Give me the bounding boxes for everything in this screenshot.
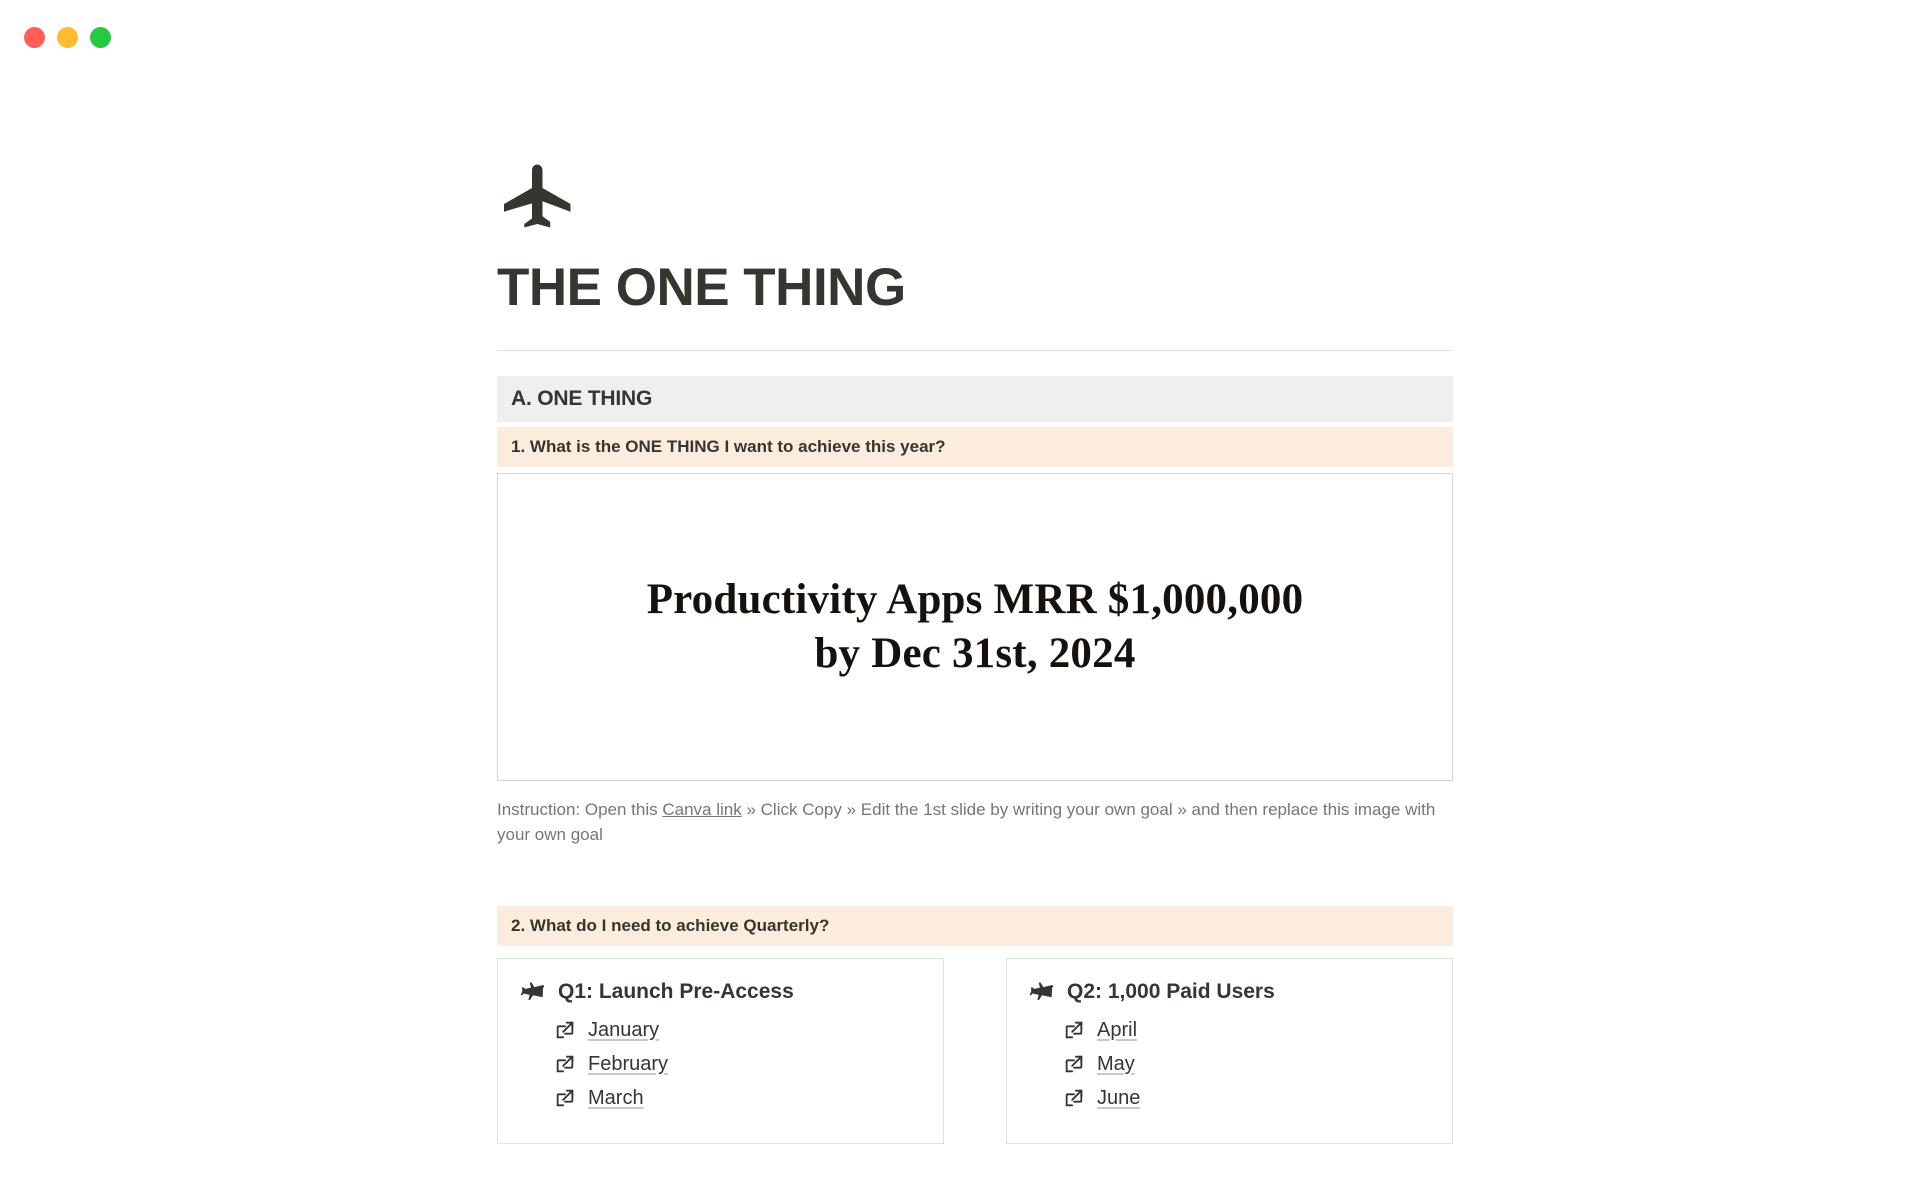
list-item[interactable] — [1063, 1087, 1430, 1110]
quarter-q2-month-list — [1029, 1019, 1430, 1110]
list-item[interactable] — [554, 1053, 921, 1076]
goal-image-card[interactable] — [497, 473, 1453, 781]
edit-pencil-icon — [554, 1019, 576, 1041]
traffic-lights — [24, 27, 111, 48]
month-label[interactable]: March — [588, 1086, 644, 1109]
minimize-window-button[interactable] — [57, 27, 78, 48]
quarter-card-q2 — [1006, 958, 1453, 1144]
maximize-window-button[interactable] — [90, 27, 111, 48]
quarter-card-q2-header — [1029, 979, 1430, 1005]
airplane-icon — [520, 979, 546, 1005]
instruction-suffix: » Click Copy » Edit the 1st slide by writing your own goal » and then replace this image with your own goal — [497, 799, 1436, 845]
quarter-title: Q1: Launch Pre-Access — [558, 979, 794, 1003]
list-item[interactable] — [554, 1087, 921, 1110]
window-title-bar — [0, 0, 1920, 74]
list-item[interactable] — [1063, 1053, 1430, 1076]
question-1-label: 1. What is the ONE THING I want to achieve this year? — [497, 427, 1453, 467]
month-label[interactable]: June — [1097, 1086, 1141, 1109]
list-item[interactable] — [1063, 1019, 1430, 1042]
edit-pencil-icon — [1063, 1087, 1085, 1109]
airplane-icon — [1029, 979, 1055, 1005]
month-label[interactable]: January — [588, 1018, 660, 1041]
airplane-icon[interactable] — [497, 154, 581, 238]
month-label[interactable]: February — [588, 1052, 669, 1075]
edit-pencil-icon — [1063, 1053, 1085, 1075]
instruction-caption — [497, 797, 1442, 848]
quarter-card-q1 — [497, 958, 944, 1144]
goal-text-line-1: Productivity Apps MRR $1,000,000 — [646, 575, 1304, 623]
document-page — [0, 154, 1920, 1144]
page-title: THE ONE THING — [497, 258, 906, 317]
goal-text — [647, 573, 1304, 681]
instruction-prefix: Instruction: Open this — [497, 799, 663, 819]
list-item[interactable] — [554, 1019, 921, 1042]
goal-text-line-2: by Dec 31st, 2024 — [814, 629, 1136, 677]
quarter-q1-month-list — [520, 1019, 921, 1110]
month-label[interactable]: April — [1097, 1018, 1138, 1041]
document-content — [497, 154, 1453, 1144]
title-divider — [497, 350, 1453, 351]
quarter-title: Q2: 1,000 Paid Users — [1067, 979, 1275, 1003]
question-2-label: 2. What do I need to achieve Quarterly? — [497, 906, 1453, 946]
quarter-grid — [497, 958, 1453, 1144]
canva-link[interactable]: Canva link — [662, 799, 742, 819]
edit-pencil-icon — [1063, 1019, 1085, 1041]
quarter-card-q1-header — [520, 979, 921, 1005]
edit-pencil-icon — [554, 1087, 576, 1109]
month-label[interactable]: May — [1097, 1052, 1135, 1075]
edit-pencil-icon — [554, 1053, 576, 1075]
close-window-button[interactable] — [24, 27, 45, 48]
section-header-one-thing: A. ONE THING — [497, 376, 1453, 422]
